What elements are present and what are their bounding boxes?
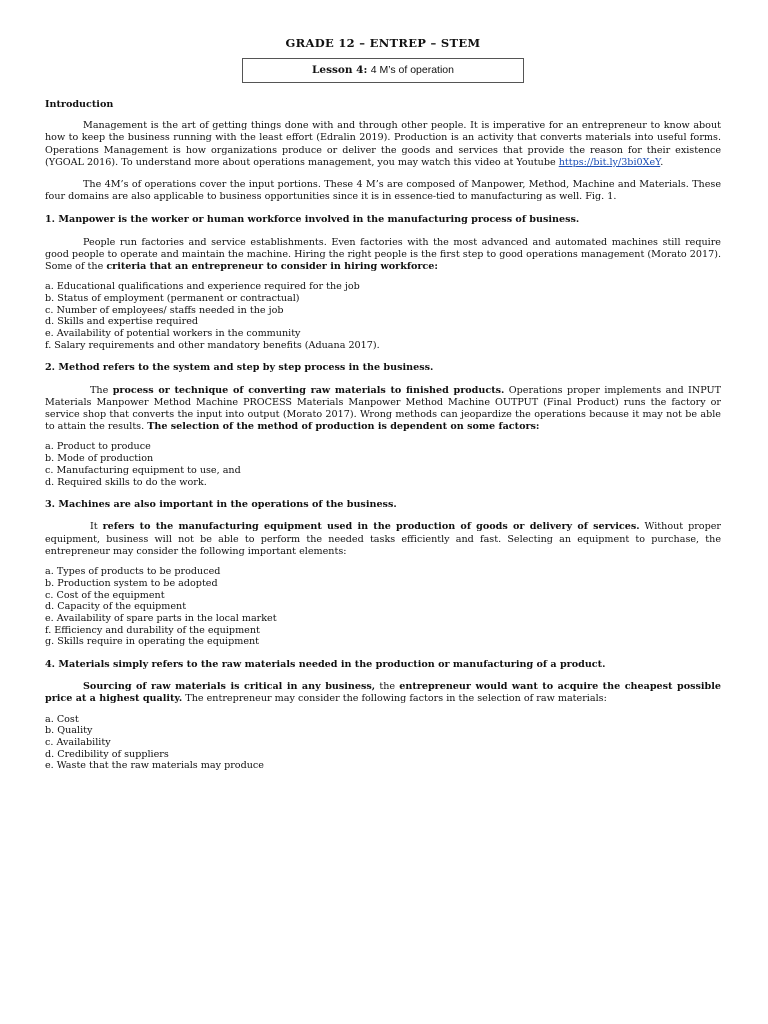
intro-heading: Introduction: [45, 99, 114, 110]
manpower-criteria-list: [45, 281, 721, 351]
materials-heading: 4. Materials simply refers to the raw materials needed in the production or manufacturing of a product.: [45, 659, 606, 671]
machines-p-pre: It: [90, 521, 103, 533]
list-item: d. Required skills to do the work.: [45, 476, 207, 488]
list-item: d. Skills and expertise required: [45, 316, 199, 328]
method-p-bold-1: process or technique of converting raw materials to finished products.: [112, 384, 505, 396]
lesson-name: 4 M’s of operation: [370, 64, 454, 76]
manpower-paragraph: [45, 237, 721, 274]
materials-p-bold-1: Sourcing of raw materials is critical in any business,: [83, 681, 376, 693]
method-factors-list: [45, 441, 721, 488]
method-heading: 2. Method refers to the system and step by step process in the business.: [45, 362, 434, 374]
materials-p-text: The entrepreneur may consider the following factors in the selection of raw materials:: [182, 693, 607, 705]
intro-p1-end: .: [660, 156, 664, 168]
method-p-bold-2: The selection of the method of production is dependent on some factors:: [147, 421, 540, 433]
manpower-heading: 1. Manpower is the worker or human workforce involved in the manufacturing process of business.: [45, 214, 580, 226]
list-item: b. Quality: [45, 725, 93, 737]
list-item: e. Availability of spare parts in the local market: [45, 612, 277, 624]
list-item: c. Number of employees/ staffs needed in the job: [45, 304, 284, 316]
list-item: f. Efficiency and durability of the equipment: [45, 624, 260, 636]
machines-p-bold: refers to the manufacturing equipment used in the production of goods or delivery of services.: [102, 521, 640, 533]
list-item: a. Cost: [45, 713, 79, 725]
intro-p1-text: Management is the art of getting things done with and through other people. It is imperative for an entrepreneur to know about how to keep the business running with the least effort (Edralin 2019). Production is an activity that converts materials into useful forms. Operations Management is how organizations produce or deliver the goods and services that provide the reason for their existence (YGOAL 2016). To understand more about operations management, you may watch this video at Youtube: [45, 120, 721, 168]
materials-p-mid: the: [375, 681, 400, 693]
list-item: g. Skills require in operating the equipment: [45, 636, 260, 648]
list-item: d. Capacity of the equipment: [45, 601, 187, 613]
machines-p-text: Without proper equipment, business will not be able to perform the needed tasks efficiently and fast. Selecting an equipment to purchase, the entrepreneur may consider the following important elements:: [45, 521, 721, 557]
intro-paragraph-1: [45, 120, 721, 169]
machines-heading: 3. Machines are also important in the operations of the business.: [45, 499, 397, 511]
manpower-p-text: People run factories and service establishments. Even factories with the most advanced and automated machines still require good people to operate and maintain the machine. Hiring the right people is the first step to good operations management (Morato 2017). Some of the: [45, 236, 721, 273]
list-item: b. Status of employment (permanent or contractual): [45, 292, 300, 304]
list-item: e. Waste that the raw materials may produce: [45, 760, 264, 772]
list-item: f. Salary requirements and other mandatory benefits (Aduana 2017).: [45, 339, 380, 351]
machines-paragraph: [45, 521, 721, 558]
materials-paragraph: [45, 681, 721, 705]
materials-p-bold-2: entrepreneur would want to acquire the cheapest possible price at a highest quality.: [45, 681, 721, 705]
materials-factors-list: [45, 714, 721, 773]
method-p-pre: The: [90, 384, 113, 396]
list-item: c. Manufacturing equipment to use, and: [45, 464, 241, 476]
list-item: a. Product to produce: [45, 441, 151, 453]
manpower-p-bold: criteria that an entrepreneur to consider in hiring workforce:: [106, 261, 438, 273]
list-item: c. Availability: [45, 737, 111, 749]
youtube-link[interactable]: https://bit.ly/3bi0XeY: [558, 156, 661, 168]
document-title: GRADE 12 – ENTREP – STEM: [285, 36, 481, 50]
list-item: d. Credibility of suppliers: [45, 748, 169, 760]
list-item: b. Mode of production: [45, 453, 154, 465]
machines-elements-list: [45, 566, 721, 648]
method-p-text: Operations proper implements and INPUT Materials Manpower Method Machine PROCESS Materials Manpower Method Machine OUTPUT (Final Product) runs the factory or service shop that converts the input into output (Morato 2017). Wrong methods can jeopardize the operations because it may not be able to attain the results.: [45, 384, 721, 433]
lesson-label: Lesson 4:: [312, 64, 368, 76]
list-item: b. Production system to be adopted: [45, 577, 218, 589]
lesson-box: [242, 58, 524, 83]
list-item: e. Availability of potential workers in the community: [45, 328, 301, 340]
list-item: a. Educational qualifications and experience required for the job: [45, 281, 360, 293]
list-item: a. Types of products to be produced: [45, 566, 221, 578]
list-item: c. Cost of the equipment: [45, 589, 165, 601]
intro-paragraph-2: The 4M’s of operations cover the input portions. These 4 M’s are composed of Manpower, Method, Machine and Materials. These four domains are also applicable to business opportunities since it is in essence-tied to manufacturing as well. Fig. 1.: [45, 179, 721, 203]
method-paragraph: [45, 385, 721, 434]
